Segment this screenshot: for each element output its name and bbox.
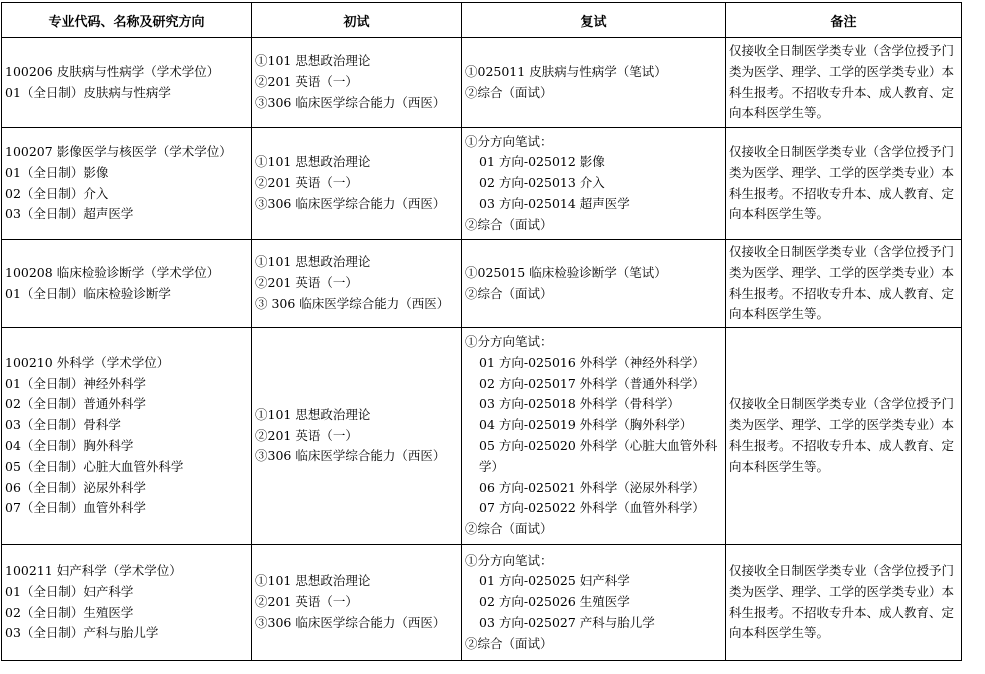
research-direction: 02（全日制）生殖医学 <box>5 604 134 620</box>
remark-text: 仅接收全日制医学类专业（含学位授予门类为医学、理学、工学的医学类专业）本科生报考。不招收专升本、成人教育、定向本科医学生等。 <box>729 42 955 121</box>
retest-cell <box>462 545 726 661</box>
research-direction: 01（全日制）皮肤病与性病学 <box>5 84 171 100</box>
research-direction: 01（全日制）妇产科学 <box>5 583 134 599</box>
research-direction: 03（全日制）超声医学 <box>5 206 134 222</box>
remark-cell <box>726 328 962 545</box>
retest-cell <box>462 38 726 128</box>
retest-cell <box>462 328 726 545</box>
research-direction: 03（全日制）产科与胎儿学 <box>5 625 159 641</box>
research-direction: 03（全日制）骨科学 <box>5 417 121 433</box>
research-direction: 04（全日制）胸外科学 <box>5 438 134 453</box>
exam-subject: ②201 英语（一） <box>255 427 358 443</box>
retest-direction: 03 方向-025027 产科与胎儿学 <box>479 614 655 630</box>
major-cell <box>2 545 252 661</box>
remark-text: 仅接收全日制医学类专业（含学位授予门类为医学、理学、工学的医学类专业）本科生报考。不招收专升本、成人教育、定向本科医学生等。 <box>729 143 955 222</box>
retest-item: ①分方向笔试： <box>465 133 553 149</box>
research-direction: 01（全日制）临床检验诊断学 <box>5 285 171 301</box>
research-direction: 01（全日制）影像 <box>5 164 109 180</box>
retest-item: ①025011 皮肤病与性病学（笔试） <box>465 63 667 79</box>
research-direction: 01（全日制）神经外科学 <box>5 375 146 391</box>
retest-direction: 03 方向-025014 超声医学 <box>479 195 630 211</box>
retest-item: ①分方向笔试： <box>465 552 553 568</box>
exam-subject: ③ 306 临床医学综合能力（西医） <box>255 295 450 311</box>
initial-exam-cell <box>252 38 462 128</box>
major-title: 100207 影像医学与核医学（学术学位） <box>5 143 232 159</box>
retest-item: ①分方向笔试： <box>465 334 553 350</box>
exam-subject: ①101 思想政治理论 <box>255 154 371 170</box>
table-row <box>2 240 962 328</box>
admission-table <box>1 2 962 661</box>
retest-direction: 03 方向-025018 外科学（骨科学） <box>479 396 680 412</box>
retest-item: ①025015 临床检验诊断学（笔试） <box>465 264 667 280</box>
table-row <box>2 328 962 545</box>
exam-subject: ①101 思想政治理论 <box>255 53 371 69</box>
header-initial-exam: 初试 <box>252 3 462 38</box>
research-direction: 05（全日制）心脏大血管外科学 <box>5 458 184 474</box>
retest-item: ②综合（面试） <box>465 635 553 651</box>
remark-cell <box>726 128 962 240</box>
exam-subject: ③306 临床医学综合能力（西医） <box>255 448 446 464</box>
remark-cell <box>726 545 962 661</box>
research-direction: 02（全日制）介入 <box>5 185 109 201</box>
remark-cell <box>726 240 962 328</box>
exam-subject: ①101 思想政治理论 <box>255 573 371 589</box>
initial-exam-cell <box>252 328 462 545</box>
exam-subject: ②201 英语（一） <box>255 275 358 291</box>
retest-direction: 01 方向-025012 影像 <box>479 154 605 170</box>
research-direction: 02（全日制）普通外科学 <box>5 396 146 412</box>
major-title: 100206 皮肤病与性病学（学术学位） <box>5 63 220 79</box>
major-cell <box>2 240 252 328</box>
retest-direction: 01 方向-025016 外科学（神经外科学） <box>479 354 705 370</box>
table-row <box>2 545 962 661</box>
retest-direction: 02 方向-025013 介入 <box>479 175 605 191</box>
retest-item: ②综合（面试） <box>465 84 553 100</box>
exam-subject: ③306 临床医学综合能力（西医） <box>255 195 446 211</box>
initial-exam-cell <box>252 545 462 661</box>
table-row <box>2 128 962 240</box>
retest-item: ②综合（面试） <box>465 285 553 301</box>
initial-exam-cell <box>252 128 462 240</box>
exam-subject: ①101 思想政治理论 <box>255 406 371 422</box>
retest-item: ②综合（面试） <box>465 521 553 537</box>
retest-direction: 04 方向-025019 外科学（胸外科学） <box>479 417 693 433</box>
header-remark: 备注 <box>726 3 962 38</box>
major-cell <box>2 128 252 240</box>
remark-text: 仅接收全日制医学类专业（含学位授予门类为医学、理学、工学的医学类专业）本科生报考。不招收专升本、成人教育、定向本科医学生等。 <box>729 396 955 474</box>
retest-item: ②综合（面试） <box>465 216 553 232</box>
retest-direction: 05 方向-025020 外科学（心脏大血管外科学） <box>479 438 718 474</box>
major-cell <box>2 328 252 545</box>
retest-direction: 02 方向-025026 生殖医学 <box>479 594 630 610</box>
major-cell <box>2 38 252 128</box>
exam-subject: ①101 思想政治理论 <box>255 254 371 270</box>
exam-subject: ③306 临床医学综合能力（西医） <box>255 614 446 630</box>
remark-cell <box>726 38 962 128</box>
remark-text: 仅接收全日制医学类专业（含学位授予门类为医学、理学、工学的医学类专业）本科生报考。不招收专升本、成人教育、定向本科医学生等。 <box>729 562 955 641</box>
remark-text: 仅接收全日制医学类专业（含学位授予门类为医学、理学、工学的医学类专业）本科生报考。不招收专升本、成人教育、定向本科医学生等。 <box>729 243 955 322</box>
retest-cell <box>462 240 726 328</box>
retest-direction: 06 方向-025021 外科学（泌尿外科学） <box>479 479 705 495</box>
retest-cell <box>462 128 726 240</box>
research-direction: 06（全日制）泌尿外科学 <box>5 479 146 495</box>
major-title: 100211 妇产科学（学术学位） <box>5 562 182 578</box>
table-row <box>2 38 962 128</box>
header-retest: 复试 <box>462 3 726 38</box>
header-row <box>2 3 962 38</box>
major-title: 100210 外科学（学术学位） <box>5 354 170 370</box>
exam-subject: ②201 英语（一） <box>255 175 358 191</box>
initial-exam-cell <box>252 240 462 328</box>
major-title: 100208 临床检验诊断学（学术学位） <box>5 264 220 280</box>
research-direction: 07（全日制）血管外科学 <box>5 500 146 516</box>
exam-subject: ②201 英语（一） <box>255 74 358 90</box>
retest-direction: 07 方向-025022 外科学（血管外科学） <box>479 500 705 516</box>
exam-subject: ②201 英语（一） <box>255 594 358 610</box>
exam-subject: ③306 临床医学综合能力（西医） <box>255 94 446 110</box>
retest-direction: 01 方向-025025 妇产科学 <box>479 573 630 589</box>
header-major: 专业代码、名称及研究方向 <box>2 3 252 38</box>
retest-direction: 02 方向-025017 外科学（普通外科学） <box>479 375 705 391</box>
